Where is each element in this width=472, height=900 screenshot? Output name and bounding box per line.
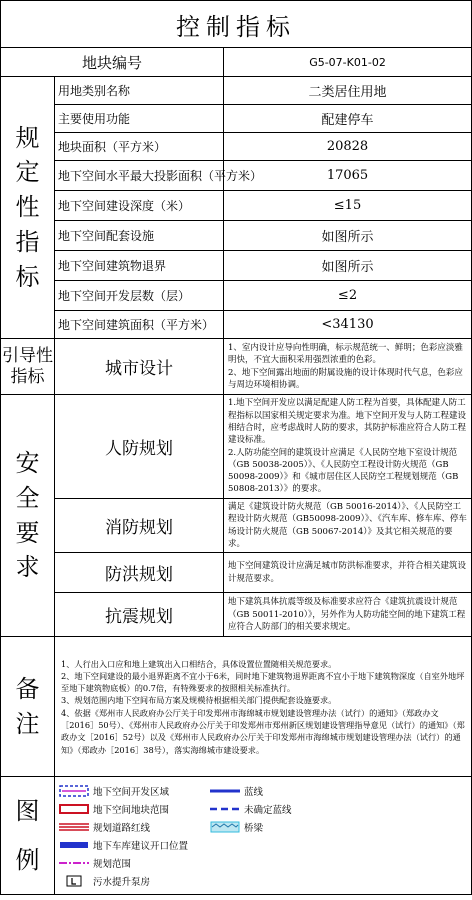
indicator-name: 用地类别名称: [55, 77, 224, 105]
section-safety-label: 安 全 要 求: [1, 395, 55, 637]
indicator-name: 地下空间开发层数（层）: [55, 281, 224, 311]
flood-control-text: 地下空间建筑设计应满足城市防洪标准要求，并符合相关建筑设计规范要求。: [224, 553, 472, 593]
indicator-value: 如图所示: [224, 221, 472, 251]
legend-item: 地下空间开发区域: [59, 783, 204, 798]
indicator-name: 地下空间建筑面积（平方米）: [55, 311, 224, 339]
planning-scope-icon: [59, 857, 89, 869]
indicator-name: 主要使用功能: [55, 105, 224, 133]
civil-defense-text: 1.地下空间开发应以满足配建人防工程为首要，具体配建人防工程指标以国家相关规定要求为准。地下空间开发与人防工程建设相结合时，应考虑战时人防的要求，其防护标准应符合人防工程建设标准。 2.人防功能空间的建筑设计应满足《人民防空地下室设计规范（GB 50038-2005）》、《人民防空工程设计防火规范（GB 50098-2009）》和《城市居住区人民防空工程规划规范（GB 50808-2013）》的要求。: [224, 395, 472, 499]
dashed-blue-line-icon: [210, 803, 240, 815]
indicator-name: 地下空间建设深度（米）: [55, 191, 224, 221]
legend-item: 桥梁: [210, 819, 340, 834]
fire-protection-title: 消防规划: [55, 499, 224, 553]
indicator-name: 地下空间配套设施: [55, 221, 224, 251]
indicator-value: 20828: [224, 133, 472, 161]
underground-boundary-icon: [59, 803, 89, 815]
indicator-value: ≤15: [224, 191, 472, 221]
indicator-name: 地下空间水平最大投影面积（平方米）: [55, 161, 224, 191]
indicator-value: <34130: [224, 311, 472, 339]
page-title: 控制指标: [1, 1, 472, 48]
bridge-icon: [210, 821, 240, 833]
section-indicators-label: 规 定 性 指 标: [1, 77, 55, 339]
legend-item: 未确定蓝线: [210, 801, 340, 816]
section-legend-label: 图 例: [1, 777, 55, 895]
section-guide-label: 引导性 指标: [1, 339, 55, 395]
indicator-value: 配建停车: [224, 105, 472, 133]
legend: [55, 777, 472, 895]
urban-design-title: 城市设计: [55, 339, 224, 395]
blue-line-icon: [210, 785, 240, 797]
section-notes-label: 备 注: [1, 637, 55, 777]
seismic-title: 抗震规划: [55, 593, 224, 637]
garage-entrance-icon: [59, 839, 89, 851]
fire-protection-text: 满足《建筑设计防火规范（GB 50016-2014）》、《人民防空工程设计防火规范（GB50098-2009）》、《汽车库、修车库、停车场设计防火规范（GB 50067-2014）》及其它相关规范的要求。: [224, 499, 472, 553]
road-redline-icon: [59, 821, 89, 833]
block-number-label: 地块编号: [1, 48, 224, 77]
indicator-name: 地块面积（平方米）: [55, 133, 224, 161]
legend-item: 地下车库建议开口位置: [59, 837, 204, 852]
indicator-value: 17065: [224, 161, 472, 191]
indicator-name: 地下空间建筑物退界: [55, 251, 224, 281]
indicator-value: ≤2: [224, 281, 472, 311]
urban-design-text: 1、室内设计应导向性明确，标示规范统一、鲜明；色彩应淡雅明快，不宜大面积采用强烈浓重的色彩。 2、地下空间露出地面的附属设施的设计体现时代气息，色彩应与周边环境相协调。: [224, 339, 472, 395]
legend-item: [210, 855, 340, 870]
flood-control-title: 防洪规划: [55, 553, 224, 593]
sewage-pump-icon: [59, 875, 89, 887]
legend-item: [210, 837, 340, 852]
legend-item: 规划道路红线: [59, 819, 204, 834]
indicator-value: 如图所示: [224, 251, 472, 281]
indicator-value: 二类居住用地: [224, 77, 472, 105]
civil-defense-title: 人防规划: [55, 395, 224, 499]
legend-item: 污水提升泵房: [59, 873, 204, 888]
legend-item: 蓝线: [210, 783, 340, 798]
seismic-text: 地下建筑具体抗震等级及标准要求应符合《建筑抗震设计规范（GB 50011-2010）》，另外作为人防功能空间的地下建筑工程应符合人防部门的相关要求规定。: [224, 593, 472, 637]
legend-item: 规划范围: [59, 855, 204, 870]
notes-text: 1、人行出入口应和地上建筑出入口相结合，具体设置位置随相关规范要求。 2、地下空间建设的最小退界距离不宜小于6米，同时地下建筑物退界距离不宜小于地下建筑物深度（自室外地坪至地下建筑物底板）的0.7倍，有特殊要求的按照相关标准执行。 3、规划范围内地下空间布局方案及规模待根据相关部门提供配套设施要求。 4、依据《郑州市人民政府办公厅关于印发郑州市海绵城市规划建设管理办法（试行）的通知》（郑政办文［2016］50号）、《郑州市人民政府办公厅关于印发郑州市郑州新区规划建设管理指导意见（试行）的通知》（郑政办文［2016］52号）以及《郑州市人民政府办公厅关于印发郑州市海绵城市规划建设管理办法（试行）的通知》（郑政办［2016］38号），落实海绵城市建设要求。: [55, 637, 472, 777]
underground-area-icon: [59, 785, 89, 797]
block-number-value: G5-07-K01-02: [224, 48, 472, 77]
legend-item: 地下空间地块范围: [59, 801, 204, 816]
